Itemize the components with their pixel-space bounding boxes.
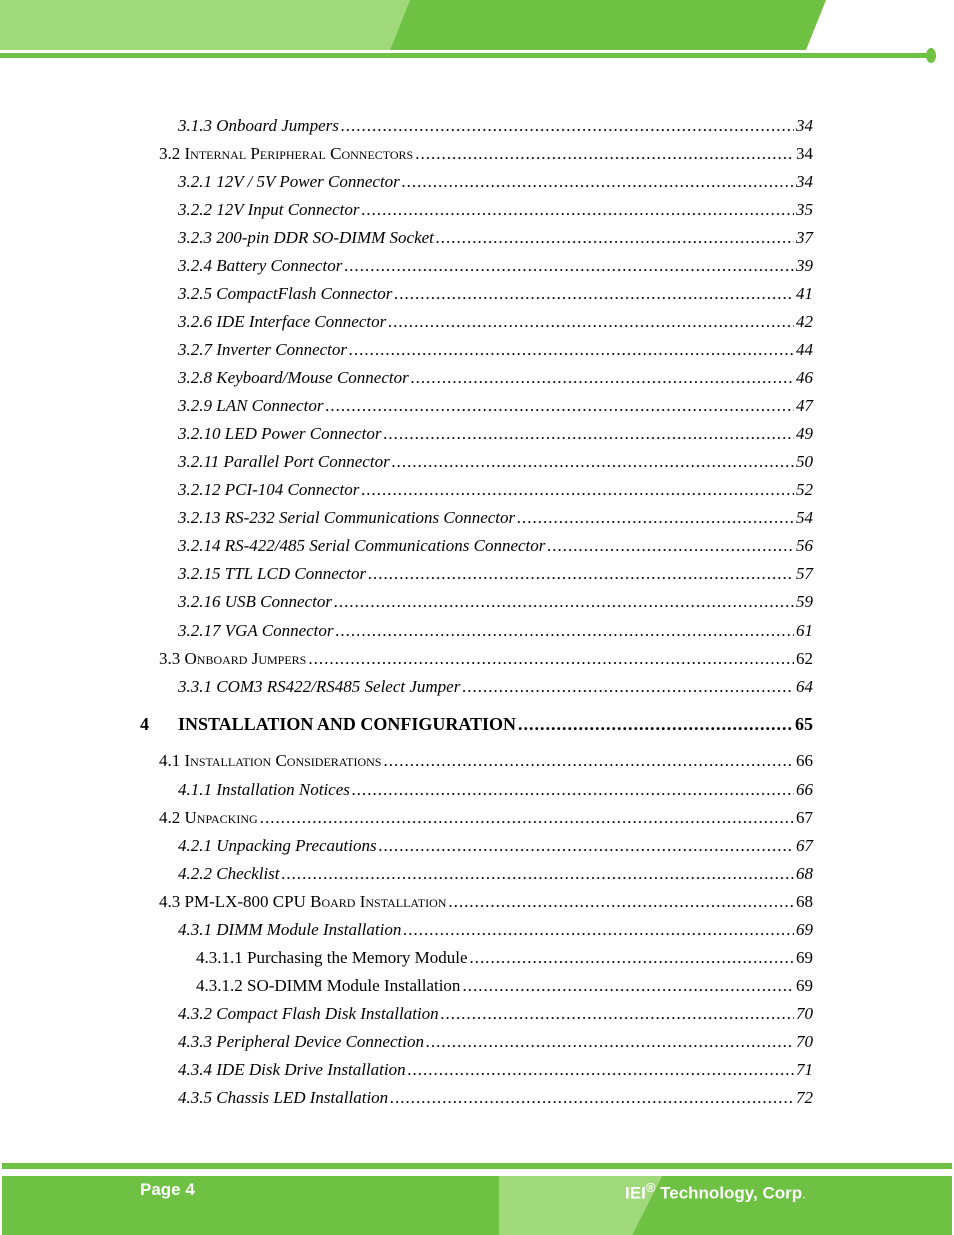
toc-entry-title: 4.3.4 IDE Disk Drive Installation — [178, 1060, 406, 1079]
toc-entry-title: 3.2.2 12V Input Connector — [178, 200, 360, 219]
toc-entry[interactable] — [178, 283, 813, 305]
toc-leader-dots — [379, 835, 794, 857]
toc-section-title: Unpacking — [184, 808, 258, 827]
toc-leader-dots — [384, 423, 794, 445]
toc-page-number: 46 — [796, 368, 813, 387]
toc-entry-title: 3.3.1 COM3 RS422/RS485 Select Jumper — [178, 677, 461, 696]
toc-entry-title — [159, 807, 258, 829]
toc-page-number: 61 — [796, 621, 813, 640]
toc-entry-title: 3.2.1 12V / 5V Power Connector — [178, 172, 400, 191]
toc-chapter-number: 4 — [140, 714, 149, 734]
toc-entry[interactable] — [178, 395, 813, 417]
toc-page-number: 72 — [796, 1088, 813, 1107]
toc-leader-dots — [441, 1003, 794, 1025]
toc-entry[interactable] — [178, 779, 813, 801]
toc-page-number: 34 — [796, 116, 813, 135]
toc-page-number: 62 — [796, 649, 813, 668]
toc-page-number: 41 — [796, 284, 813, 303]
toc-section-number: 4.1 — [159, 751, 181, 770]
toc-leader-dots — [325, 395, 794, 417]
toc-entry[interactable] — [196, 947, 813, 969]
toc-section-number: 4.2 — [159, 808, 181, 827]
toc-entry[interactable] — [159, 750, 813, 772]
toc-entry[interactable] — [178, 339, 813, 361]
toc-leader-dots — [260, 807, 794, 829]
toc-leader-dots — [394, 283, 794, 305]
toc-chapter-title: INSTALLATION AND CONFIGURATION — [178, 714, 517, 734]
company-suffix: Technology, Corp — [655, 1183, 803, 1203]
footer-rule — [2, 1163, 952, 1169]
toc-entry[interactable] — [178, 676, 813, 698]
toc-leader-dots — [517, 507, 794, 529]
toc-entry-title: 3.2.10 LED Power Connector — [178, 424, 382, 443]
toc-entry-title: 3.2.12 PCI-104 Connector — [178, 480, 360, 499]
toc-leader-dots — [361, 479, 794, 501]
toc-leader-dots — [383, 750, 794, 772]
header-banner — [0, 0, 954, 50]
toc-entry-title — [159, 891, 446, 913]
toc-leader-dots — [388, 311, 794, 333]
toc-page-number: 44 — [796, 340, 813, 359]
toc-entry-title — [159, 143, 413, 165]
toc-entry[interactable] — [178, 1003, 813, 1025]
toc-entry[interactable] — [178, 620, 813, 642]
toc-entry-title: 3.2.16 USB Connector — [178, 592, 332, 611]
toc-section-title: Board Installation — [310, 892, 447, 911]
page-number: Page 4 — [140, 1180, 195, 1199]
toc-entry[interactable] — [178, 451, 813, 473]
company-period: . — [802, 1185, 806, 1202]
toc-leader-dots — [349, 339, 794, 361]
toc-leader-dots — [282, 863, 794, 885]
toc-page-number: 69 — [796, 976, 813, 995]
toc-entry[interactable] — [159, 143, 813, 165]
toc-entry-title: 3.2.8 Keyboard/Mouse Connector — [178, 368, 409, 387]
toc-section-title: Onboard Jumpers — [184, 649, 307, 668]
toc-entry[interactable] — [178, 507, 813, 529]
header-rule-end — [926, 48, 936, 63]
toc-leader-dots — [426, 1031, 794, 1053]
toc-leader-dots — [390, 1087, 794, 1109]
toc-entry-title: 3.2.4 Battery Connector — [178, 256, 343, 275]
toc-section-title: Internal Peripheral Connectors — [184, 144, 414, 163]
toc-page-number: 47 — [796, 396, 813, 415]
toc-entry-title: 4.1.1 Installation Notices — [178, 780, 350, 799]
toc-leader-dots — [547, 535, 794, 557]
toc-leader-dots — [341, 115, 794, 137]
toc-entry-title: 3.2.11 Parallel Port Connector — [178, 452, 390, 471]
toc-section-title: Installation Considerations — [184, 751, 382, 770]
toc-entry[interactable] — [178, 199, 813, 221]
toc-entry[interactable] — [178, 171, 813, 193]
toc-entry[interactable] — [178, 1087, 813, 1109]
toc-entry-title: 3.2.9 LAN Connector — [178, 396, 324, 415]
toc-entry[interactable] — [159, 891, 813, 913]
toc-page-number: 65 — [795, 714, 813, 734]
toc-entry[interactable] — [178, 1031, 813, 1053]
toc-entry[interactable] — [178, 423, 813, 445]
toc-entry[interactable] — [178, 835, 813, 857]
toc-entry[interactable] — [159, 807, 813, 829]
toc-entry-title — [159, 750, 381, 772]
toc-entry-title: 3.2.17 VGA Connector — [178, 621, 334, 640]
toc-entry[interactable] — [196, 975, 813, 997]
toc-page-number: 34 — [796, 144, 813, 163]
toc-entry-title: 4.2.2 Checklist — [178, 864, 280, 883]
toc-entry[interactable] — [178, 255, 813, 277]
toc-page-number: 49 — [796, 424, 813, 443]
toc-page-number: 35 — [796, 200, 813, 219]
toc-page-number: 71 — [796, 1060, 813, 1079]
toc-entry-title: 4.3.1.1 Purchasing the Memory Module — [196, 948, 468, 967]
toc-leader-dots — [352, 779, 794, 801]
toc-page-number: 42 — [796, 312, 813, 331]
toc-leader-dots — [361, 199, 794, 221]
toc-page-number: 69 — [796, 948, 813, 967]
toc-entry[interactable] — [178, 367, 813, 389]
toc-leader-dots — [368, 563, 794, 585]
toc-leader-dots — [518, 713, 793, 735]
toc-section-number: 4.3 PM-LX-800 CPU — [159, 892, 306, 911]
toc-leader-dots — [436, 227, 794, 249]
toc-leader-dots — [403, 919, 794, 941]
toc-page-number: 54 — [796, 508, 813, 527]
toc-leader-dots — [392, 451, 794, 473]
toc-page-number: 67 — [796, 836, 813, 855]
toc-page-number: 39 — [796, 256, 813, 275]
toc-entry[interactable] — [178, 227, 813, 249]
toc-leader-dots — [448, 891, 794, 913]
toc-page-number: 56 — [796, 536, 813, 555]
toc-entry[interactable] — [159, 648, 813, 670]
toc-section-number: 3.3 — [159, 649, 181, 668]
toc-entry-title — [159, 648, 306, 670]
registered-mark: ® — [645, 1180, 656, 1195]
toc-leader-dots — [411, 367, 794, 389]
toc-entry-title: 3.2.3 200-pin DDR SO-DIMM Socket — [178, 228, 434, 247]
toc-entry[interactable] — [178, 919, 813, 941]
toc-page-number: 52 — [796, 480, 813, 499]
toc-page-number: 68 — [796, 892, 813, 911]
toc-leader-dots — [415, 143, 794, 165]
toc-entry-title: 3.2.15 TTL LCD Connector — [178, 564, 367, 583]
toc-leader-dots — [470, 947, 795, 969]
toc-page-number: 67 — [796, 808, 813, 827]
toc-entry[interactable] — [178, 863, 813, 885]
toc-page-number: 69 — [796, 920, 813, 939]
toc-entry[interactable] — [178, 1059, 813, 1081]
toc-page-number: 59 — [796, 592, 813, 611]
toc-entry-title: 3.2.5 CompactFlash Connector — [178, 284, 393, 303]
toc-entry[interactable] — [178, 115, 813, 137]
toc-entry-title: 3.2.14 RS-422/485 Serial Communications Connector — [178, 536, 546, 555]
toc-chapter-entry[interactable] — [140, 713, 813, 735]
toc-entry-title: 3.2.6 IDE Interface Connector — [178, 312, 387, 331]
toc-page-number: 50 — [796, 452, 813, 471]
toc-entry-title — [140, 713, 516, 735]
toc-entry-title: 4.3.1 DIMM Module Installation — [178, 920, 402, 939]
toc-entry[interactable] — [178, 311, 813, 333]
toc-entry-title: 4.2.1 Unpacking Precautions — [178, 836, 377, 855]
toc-entry-title: 3.2.13 RS-232 Serial Communications Connector — [178, 508, 516, 527]
toc-page-number: 70 — [796, 1004, 813, 1023]
company-name — [625, 1180, 806, 1204]
toc-entry-title: 3.1.3 Onboard Jumpers — [178, 116, 339, 135]
toc-leader-dots — [462, 975, 794, 997]
toc-page-number: 37 — [796, 228, 813, 247]
toc-leader-dots — [308, 648, 794, 670]
toc-entry[interactable] — [178, 563, 813, 585]
toc-leader-dots — [336, 620, 794, 642]
toc-leader-dots — [334, 591, 794, 613]
toc-leader-dots — [462, 676, 794, 698]
toc-entry[interactable] — [178, 591, 813, 613]
brand-name: IEI — [625, 1183, 646, 1203]
header-rule — [0, 53, 932, 58]
toc-entry-title: 4.3.1.2 SO-DIMM Module Installation — [196, 976, 461, 995]
toc-page-number: 68 — [796, 864, 813, 883]
toc-page-number: 70 — [796, 1032, 813, 1051]
toc-entry[interactable] — [178, 535, 813, 557]
toc-section-number: 3.2 — [159, 144, 181, 163]
toc-page-number: 64 — [796, 677, 813, 696]
toc-entry-title: 4.3.2 Compact Flash Disk Installation — [178, 1004, 439, 1023]
toc-page-number: 34 — [796, 172, 813, 191]
toc-entry-title: 3.2.7 Inverter Connector — [178, 340, 348, 359]
toc-leader-dots — [408, 1059, 794, 1081]
toc-leader-dots — [344, 255, 794, 277]
toc-entry-title: 4.3.5 Chassis LED Installation — [178, 1088, 389, 1107]
toc-page-number: 66 — [796, 751, 813, 770]
toc-entry-title: 4.3.3 Peripheral Device Connection — [178, 1032, 424, 1051]
toc-leader-dots — [402, 171, 794, 193]
toc-page-number: 57 — [796, 564, 813, 583]
toc-entry[interactable] — [178, 479, 813, 501]
toc-page-number: 66 — [796, 780, 813, 799]
